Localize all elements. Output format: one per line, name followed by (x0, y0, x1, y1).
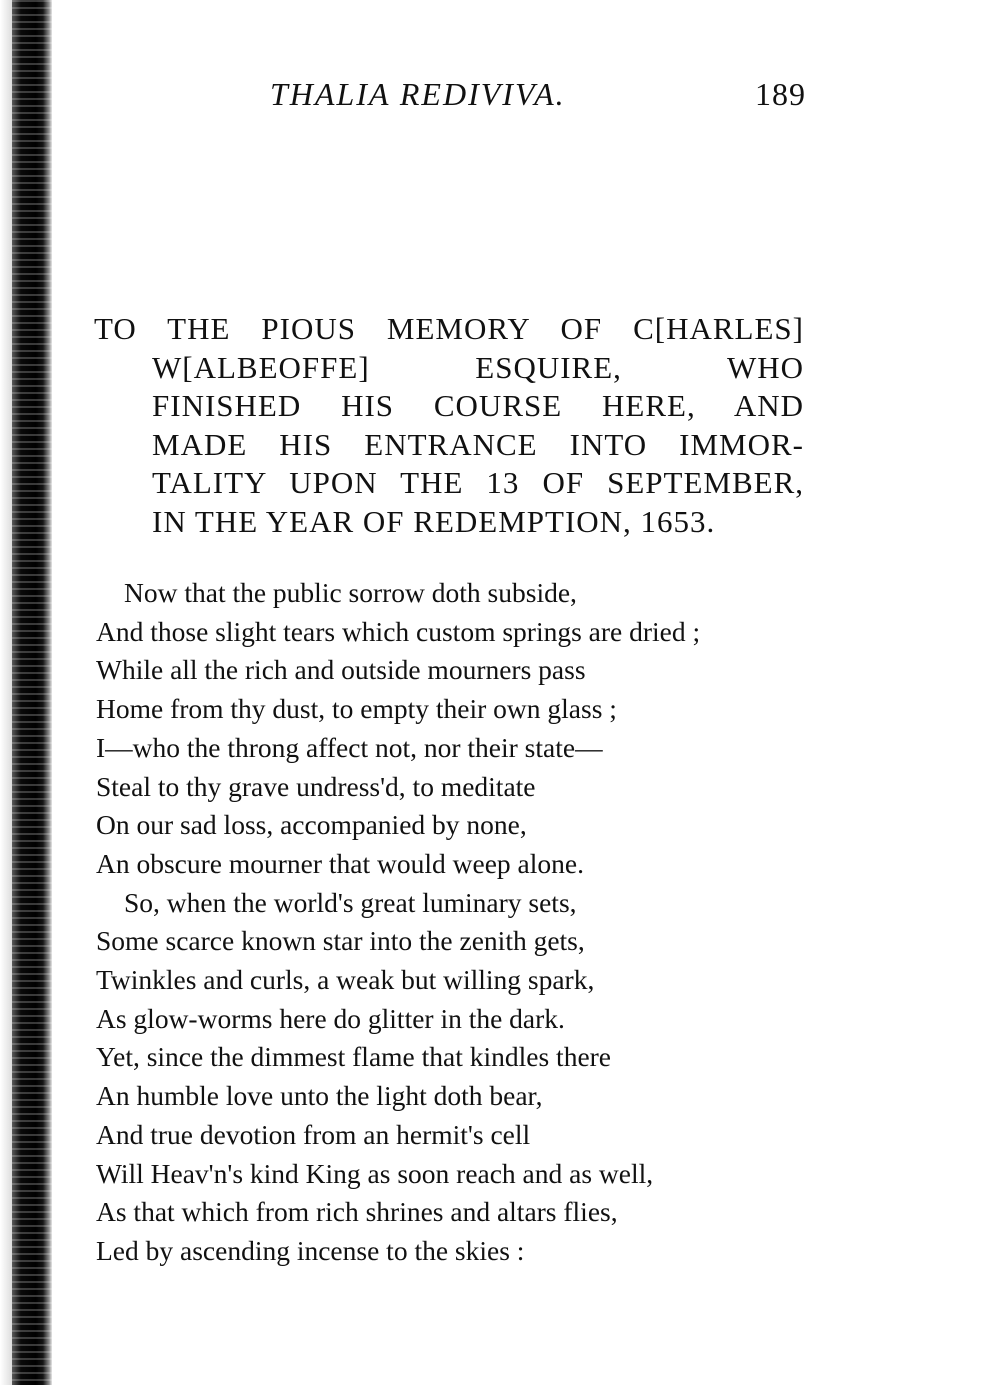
heading-line: W[ALBEOFFE] ESQUIRE, WHO (152, 349, 804, 385)
running-head (0, 76, 1000, 126)
verse-line: An humble love unto the light doth bear, (96, 1080, 543, 1112)
verse-line: Led by ascending incense to the skies : (96, 1234, 525, 1266)
verse-line: And those slight tears which custom springs are dried ; (96, 615, 701, 647)
binding-gutter-shadow (12, 0, 52, 1385)
poem-heading (94, 310, 804, 541)
verse-line: I—who the throng affect not, nor their state— (96, 731, 603, 763)
verse-line: Will Heav'n's kind King as soon reach and as well, (96, 1157, 654, 1189)
verse-line: Some scarce known star into the zenith gets, (96, 925, 585, 957)
poem-body (96, 574, 816, 1271)
verse-line: An obscure mourner that would weep alone. (96, 847, 584, 879)
verse-line: As glow-worms here do glitter in the dark. (96, 1002, 565, 1034)
heading-line: TO THE PIOUS MEMORY OF C[HARLES] (94, 311, 804, 346)
heading-line: FINISHED HIS COURSE HERE, AND (152, 388, 804, 423)
heading-line: IN THE YEAR OF REDEMPTION, 1653. (152, 503, 716, 539)
verse-line: As that which from rich shrines and altars flies, (96, 1196, 618, 1228)
verse-line: While all the rich and outside mourners pass (96, 654, 586, 686)
page-number: 189 (755, 76, 806, 112)
verse-line: Twinkles and curls, a weak but willing spark, (96, 964, 595, 996)
verse-line: On our sad loss, accompanied by none, (96, 809, 527, 841)
verse-line: Yet, since the dimmest flame that kindles there (96, 1041, 612, 1073)
verse-line: And true devotion from an hermit's cell (96, 1118, 531, 1150)
heading-line: TALITY UPON THE 13 OF SEPTEMBER, (152, 465, 804, 500)
verse-line: Steal to thy grave undress'd, to meditate (96, 770, 536, 802)
verse-line: So, when the world's great luminary sets, (124, 886, 577, 918)
verse-line: Home from thy dust, to empty their own glass ; (96, 693, 617, 725)
heading-line: MADE HIS ENTRANCE INTO IMMOR- (152, 426, 804, 462)
verse-line: Now that the public sorrow doth subside, (124, 577, 577, 608)
running-title: THALIA REDIVIVA. (270, 76, 566, 112)
